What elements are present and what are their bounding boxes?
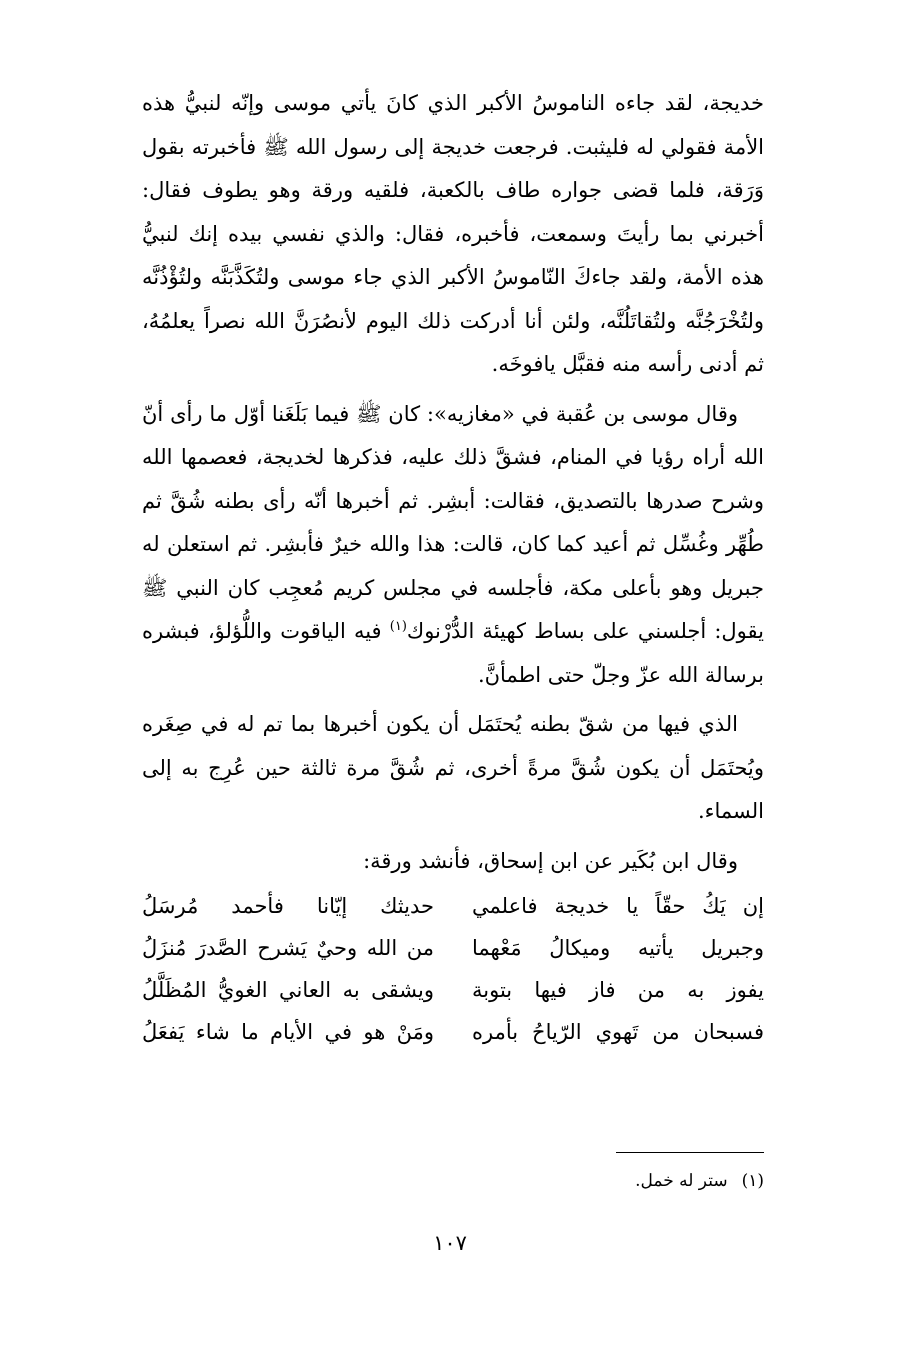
verse-first-hemistich: فسبحان من تَهوي الرّياحُ بأمره: [472, 1020, 764, 1044]
poem-verse: [142, 969, 764, 1011]
footnote-divider: [616, 1152, 764, 1153]
footnote: [635, 1168, 764, 1194]
paragraph-3: الذي فيها من شقّ بطنه يُحتَمَل أن يكون أخبرها بما تم له في صِغَره ويُحتَمَل أن يكون شُقَّ مرةً أخرى، ثم شُقَّ مرة ثالثة حين عُرِج به إلى السماء.: [142, 712, 764, 823]
verse-second-hemistich: ومَنْ هو في الأيام ما شاء يَفعَلُ: [142, 1020, 434, 1044]
verse-second-hemistich: حديثك إيّانا فأحمد مُرسَلُ: [142, 894, 434, 918]
paragraph-1: خديجة، لقد جاءه الناموسُ الأكبر الذي كانَ يأتي موسى وإنّه لنبيُّ هذه الأمة فقولي له فليثبت. فرجعت خديجة إلى رسول الله ﷺ فأخبرته بقول وَرَقة، فلما قضى جواره طاف بالكعبة، فلقيه ورقة وهو يطوف فقال: أخبرني بما رأيتَ وسمعت، فأخبره، فقال: والذي نفسي بيده إنك لنبيُّ هذه الأمة، ولقد جاءكَ النّاموسُ الأكبر الذي جاء موسى ولتُكَذَّبَنَّه ولتُؤْذُنَّه ولتُخْرَجُنَّه ولتُقاتَلُنَّه، ولئن أنا أدركت ذلك اليوم لأنصُرَنَّ الله نصراً يعلمُهُ، ثم أدنى رأسه منه فقبَّل يافوخَه.: [142, 91, 765, 376]
footnote-number: (١): [741, 1171, 764, 1191]
poem: [142, 885, 764, 1053]
page-number: ١٠٧: [433, 1231, 467, 1255]
verse-first-hemistich: وجبريل يأتيه وميكالُ مَعْهما: [472, 936, 764, 960]
poem-verse: [142, 885, 764, 927]
footnote-reference[interactable]: (١): [389, 619, 407, 634]
verse-first-hemistich: إن يَكُ حقّاً يا خديجة فاعلمي: [472, 894, 764, 918]
paragraph-2: [142, 393, 764, 698]
poem-intro: وقال ابن بُكَير عن ابن إسحاق، فأنشد ورقة:: [363, 848, 738, 873]
poem-verse: [142, 1011, 764, 1053]
poem-verse: [142, 927, 764, 969]
verse-first-hemistich: يفوز به من فاز فيها بتوبة: [472, 978, 764, 1002]
verse-second-hemistich: ويشقى به العاني الغويُّ المُظَلَّلُ: [142, 978, 434, 1002]
page-body: [142, 82, 764, 1053]
verse-second-hemistich: من الله وحيٌ يَشرح الصَّدرَ مُنزَلُ: [142, 936, 434, 960]
footnote-text: ستر له خمل.: [635, 1171, 728, 1191]
paragraph-2-tail: فيه الياقوت واللُّؤلؤ، فبشره برسالة الله عزّ وجلّ حتى اطمأنَّ.: [142, 619, 764, 687]
paragraph-2-text: وقال موسى بن عُقبة في «مغازيه»: كان ﷺ فيما بَلَغَنا أوّل ما رأى أنّ الله أراه رؤيا في المنام، فشقَّ ذلك عليه، فذكرها لخديجة، فعصمها الله وشرح صدرها بالتصديق، فقالت: أبشِر. ثم أخبرها أنّه رأى بطنه شُقَّ ثم طُهِّر وغُسِّل ثم أعيد كما كان، قالت: هذا والله خيرٌ فأبشِر. ثم استعلن له جبريل وهو بأعلى مكة، فأجلسه في مجلس كريم مُعجِب كان النبي ﷺ يقول: أجلسني على بساط كهيئة الدُّرْنوك: [142, 401, 765, 643]
